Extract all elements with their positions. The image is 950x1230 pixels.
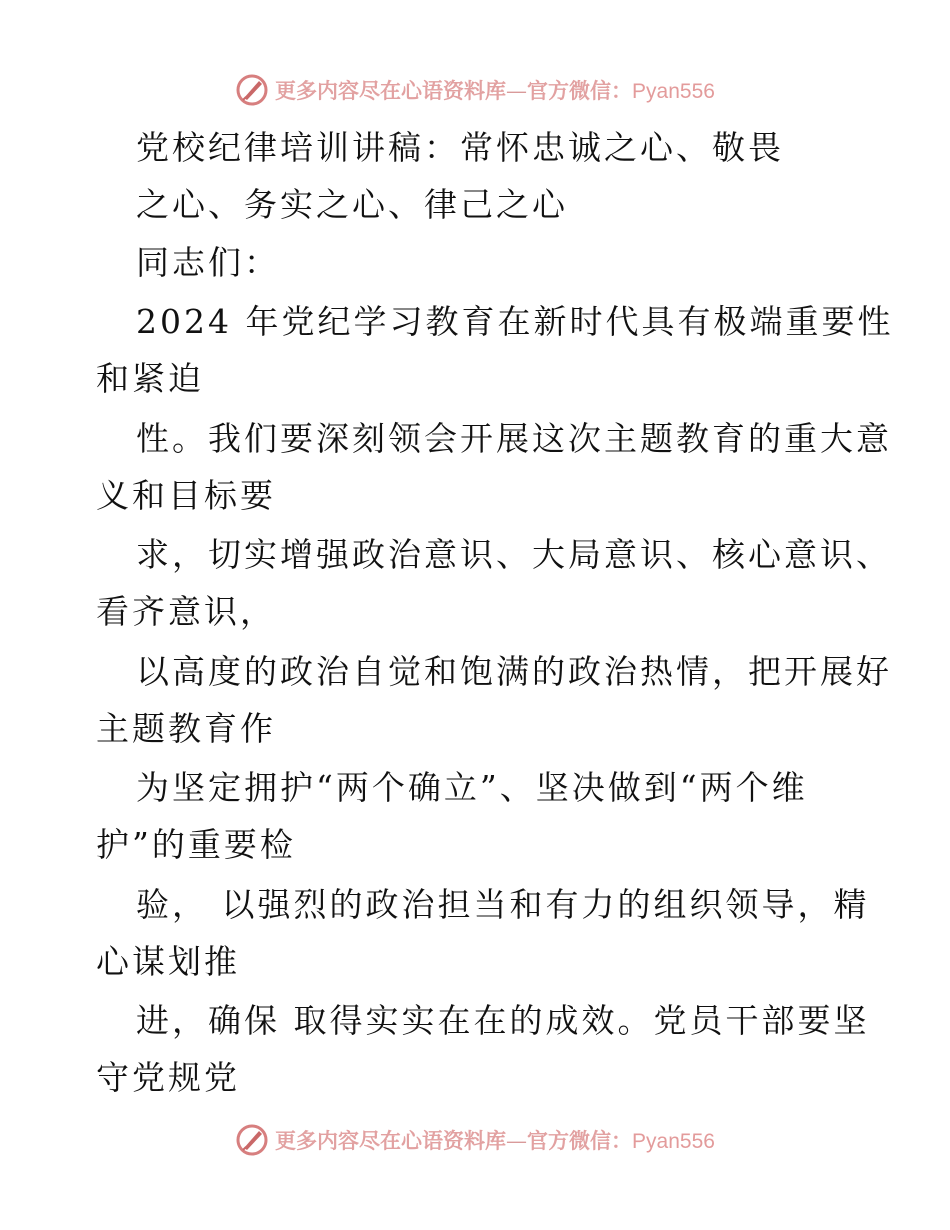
body-line: 和紧迫 [96,359,204,398]
watermark-wechat-id: Pyan556 [632,1130,715,1153]
body-line: 进，确保 取得实实在在的成效。党员干部要坚 [136,1001,870,1040]
quill-pen-logo-icon [235,73,269,107]
quill-pen-logo-icon [235,1123,269,1157]
watermark-group [235,73,715,107]
body-line: 心谋划推 [96,942,240,981]
body-line: 2024 年党纪学习教育在新时代具有极端重要性 [136,302,894,341]
body-line: 义和目标要 [96,476,276,515]
body-line: 验， 以强烈的政治担当和有力的组织领导，精 [136,885,870,924]
watermark-separator: — [506,1129,528,1153]
watermark-wechat-id: Pyan556 [632,80,715,103]
watermark-text [275,75,715,105]
body-line: 以高度的政治自觉和饱满的政治热情，把开展好 [136,652,892,691]
header-watermark [0,70,950,110]
document-title-line-1: 党校纪律培训讲稿：常怀忠诚之心、敬畏 [136,128,784,167]
body-line: 看齐意识， [96,592,276,631]
body-line: 守党规党 [96,1058,240,1097]
watermark-wechat-label: 官方微信： [527,78,633,103]
watermark-wechat-label: 官方微信： [527,1128,633,1153]
watermark-text [275,1125,715,1155]
footer-watermark [0,1120,950,1160]
body-line: 求，切实增强政治意识、大局意识、核心意识、 [136,535,892,574]
watermark-site-name: 更多内容尽在心语资料库 [275,1128,507,1153]
watermark-separator: — [506,79,528,103]
body-line: 为坚定拥护“两个确立”、坚决做到“两个维 [136,768,808,807]
document-title-line-2: 之心、务实之心、律己之心 [136,185,568,224]
salutation: 同志们： [136,243,280,282]
body-line: 主题教育作 [96,709,276,748]
watermark-site-name: 更多内容尽在心语资料库 [275,78,507,103]
body-line: 性。我们要深刻领会开展这次主题教育的重大意 [136,419,892,458]
body-line: 护”的重要检 [96,825,296,864]
watermark-group [235,1123,715,1157]
